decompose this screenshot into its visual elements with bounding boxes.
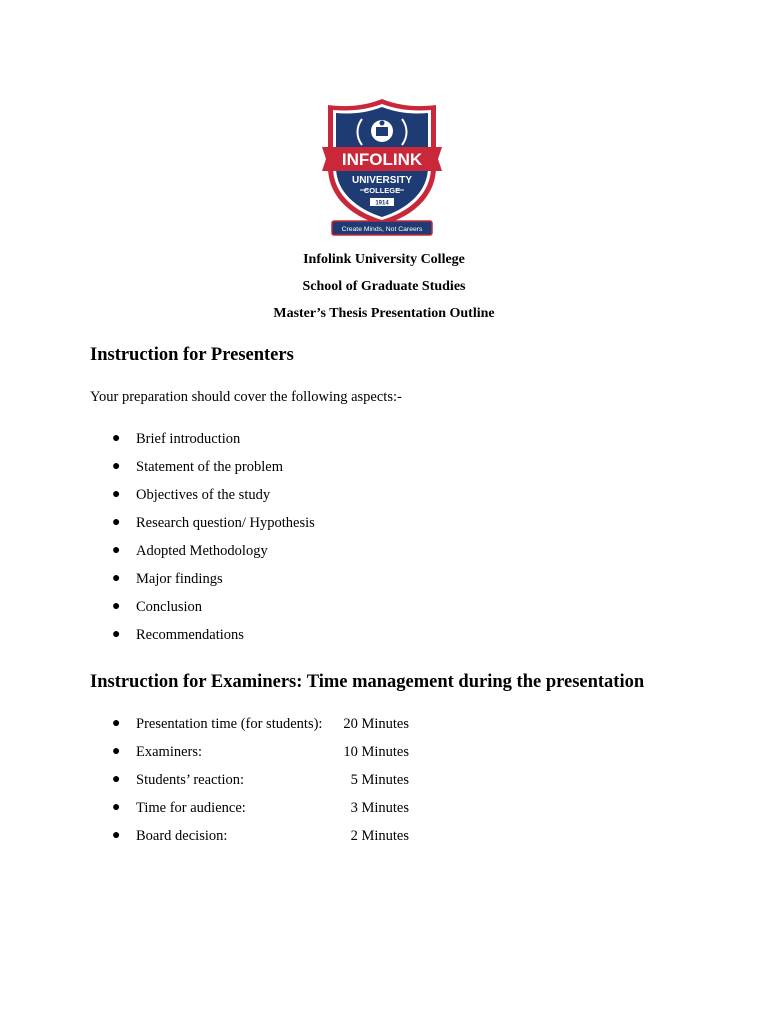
- bullet-icon: ●: [112, 828, 121, 843]
- logo-tagline: Create Minds, Not Careers: [341, 226, 423, 233]
- bullet-icon: ●: [112, 599, 121, 614]
- college-logo: [322, 97, 442, 239]
- bullet-icon: ●: [112, 515, 121, 530]
- logo-line1: UNIVERSITY: [351, 175, 413, 186]
- bullet-icon: ●: [112, 627, 121, 642]
- bullet-icon: ●: [112, 487, 121, 502]
- logo-year: 1914: [375, 200, 389, 207]
- bullet-icon: ●: [112, 716, 121, 731]
- bullet-icon: ●: [112, 800, 121, 815]
- bullet-icon: ●: [112, 459, 121, 474]
- bullet-icon: ●: [112, 772, 121, 787]
- institution-name: Infolink University College: [303, 252, 465, 267]
- bullet-icon: ●: [112, 543, 121, 558]
- bullet-icon: ●: [112, 571, 121, 586]
- examiners-heading: Instruction for Examiners: Time management during the presentation: [90, 672, 645, 692]
- presenters-intro: Your preparation should cover the following aspects:-: [90, 389, 402, 405]
- logo-line2: COLLEGE: [363, 186, 401, 195]
- shield-logo-icon: [322, 97, 442, 239]
- bullet-icon: ●: [112, 744, 121, 759]
- school-name: School of Graduate Studies: [302, 279, 466, 294]
- logo-brand: INFOLINK: [341, 150, 423, 169]
- document-title: Master’s Thesis Presentation Outline: [273, 306, 495, 321]
- presenters-heading: Instruction for Presenters: [90, 345, 294, 365]
- bullet-icon: ●: [112, 431, 121, 446]
